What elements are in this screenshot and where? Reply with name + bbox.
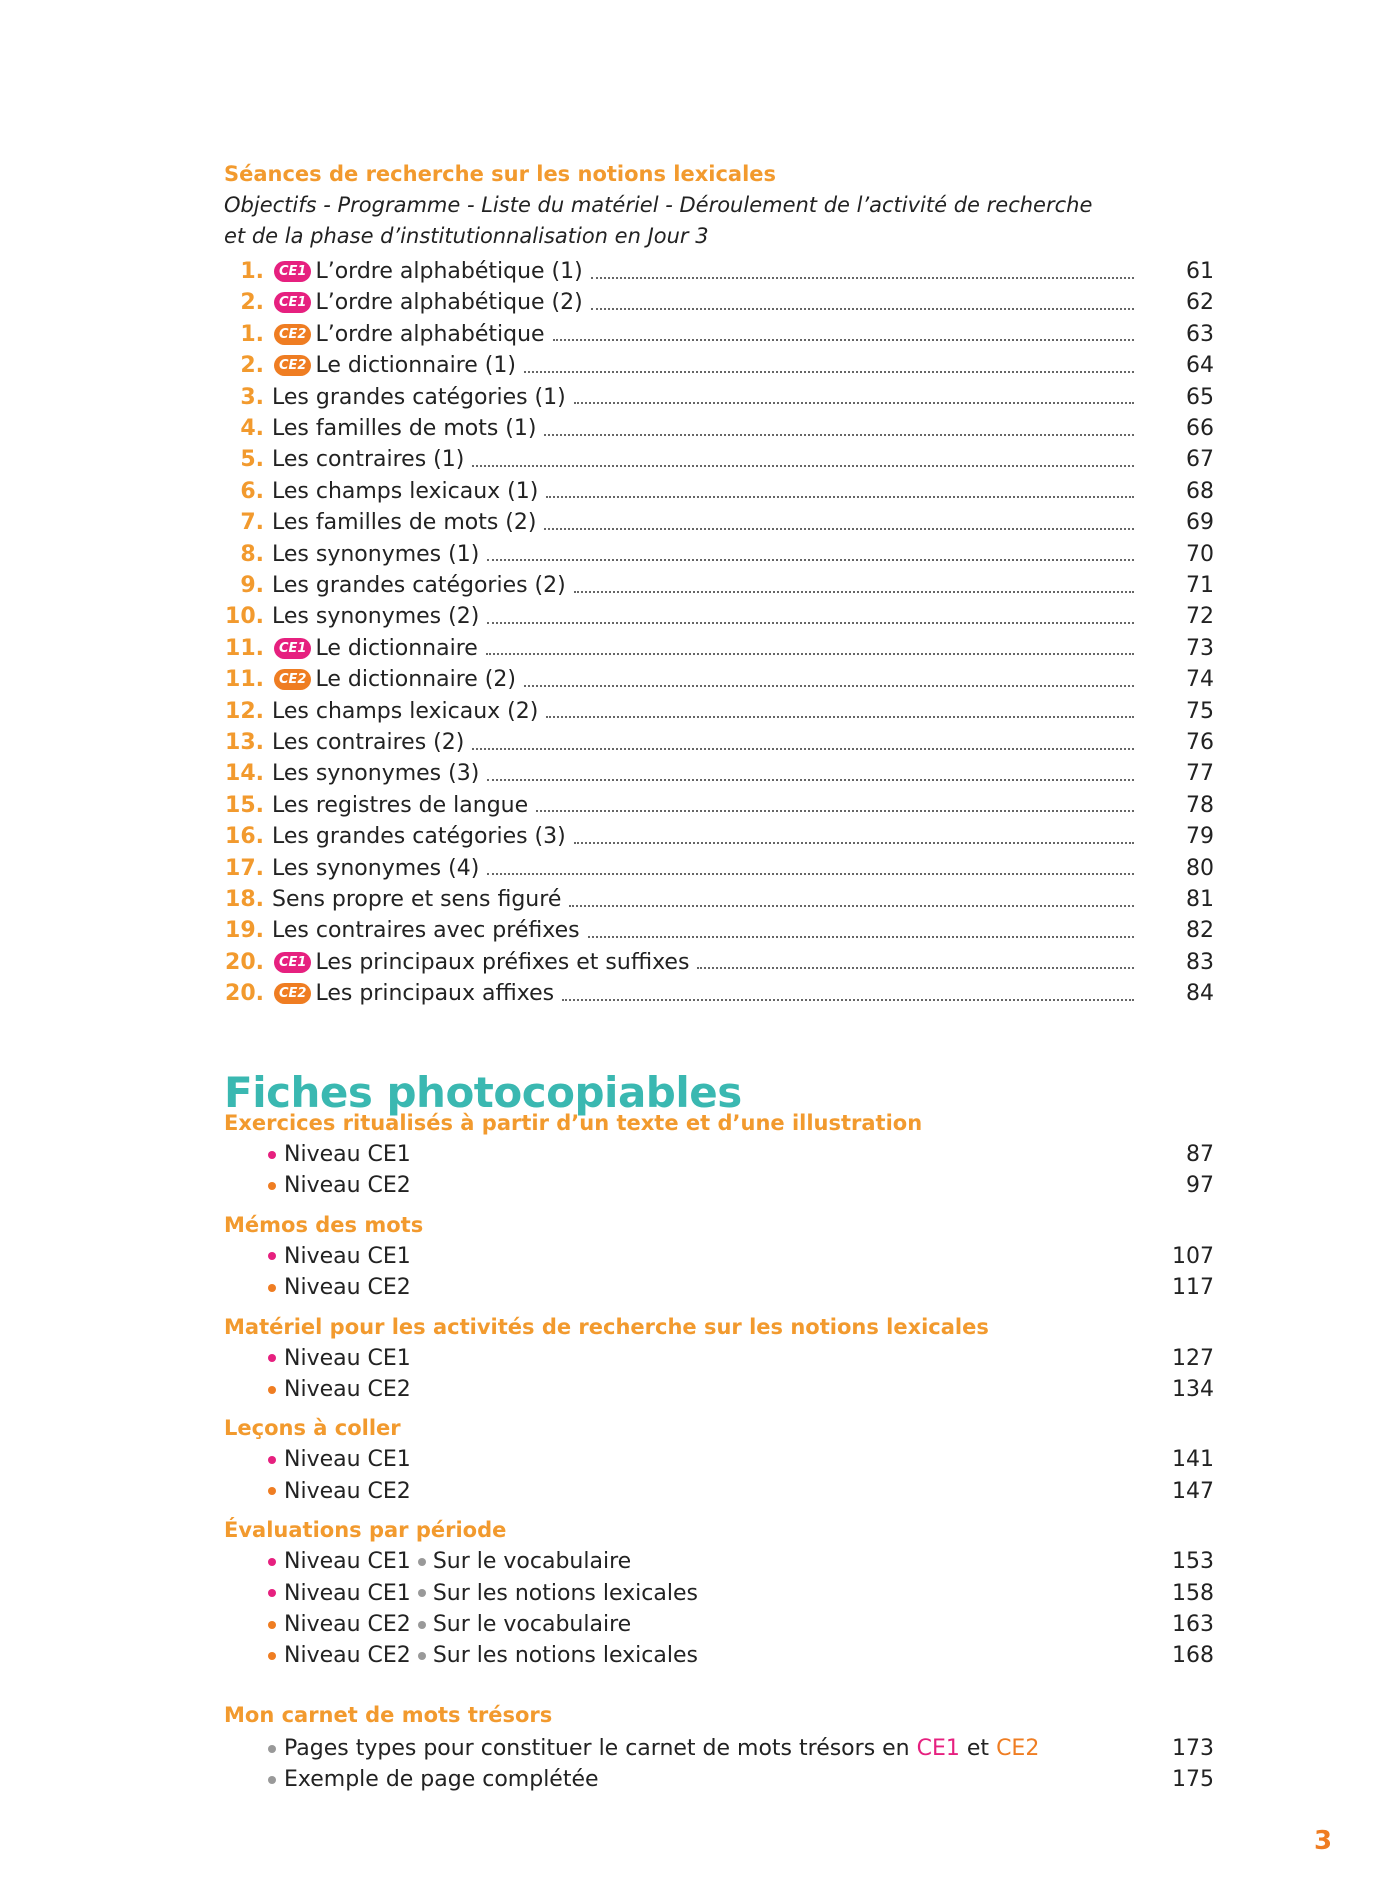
- entry-number: 3.: [240, 384, 264, 410]
- page-number: 78: [1186, 792, 1214, 818]
- page-number: 71: [1186, 573, 1214, 598]
- level-entry: [268, 1444, 1214, 1475]
- page-number: 83: [1186, 949, 1214, 975]
- level-entry: [268, 1139, 1214, 1170]
- page-number: 81: [1186, 887, 1214, 912]
- level-label: Niveau CE1: [284, 1142, 411, 1167]
- dot-leader: [544, 428, 1134, 430]
- separator-dot: [418, 1621, 426, 1629]
- bullet-dot: [268, 1456, 276, 1464]
- bullet-dot: [268, 1558, 276, 1566]
- page-number: 65: [1186, 384, 1214, 410]
- level-label: Niveau CE2: [284, 1478, 411, 1504]
- bullet-dot: [268, 1487, 276, 1495]
- bullet-dot: [268, 1151, 276, 1159]
- entry-title: Les principaux affixes: [315, 981, 555, 1007]
- entry-title: L’ordre alphabétique (1): [315, 259, 583, 284]
- page-number: 68: [1186, 478, 1214, 504]
- toc-entry: [224, 382, 1214, 413]
- page-number: 76: [1186, 730, 1214, 755]
- dot-leader: [697, 961, 1134, 963]
- level-entry: [268, 1476, 1214, 1507]
- page-number: 62: [1186, 290, 1214, 316]
- toc-entry: [224, 758, 1214, 789]
- entry-title: L’ordre alphabétique: [315, 321, 545, 347]
- toc-entry: [224, 884, 1214, 915]
- page-number: 134: [1172, 1377, 1214, 1402]
- page-number: 147: [1172, 1478, 1214, 1504]
- dot-leader: [546, 710, 1134, 712]
- entry-title: Le dictionnaire (2): [315, 667, 516, 693]
- bullet-dot: [268, 1745, 276, 1753]
- page-number: 70: [1186, 541, 1214, 567]
- intro-line-2: et de la phase d’institutionnalisation en Jour 3: [224, 224, 709, 248]
- entry-title: Les synonymes (2): [272, 604, 480, 630]
- bullet-dot: [268, 1776, 276, 1784]
- level-entry: [268, 1343, 1214, 1374]
- entry-number: 1.: [240, 259, 264, 284]
- carnet-heading: Mon carnet de mots trésors: [224, 1703, 553, 1727]
- dot-leader: [472, 459, 1134, 461]
- entry-number: 11.: [225, 635, 264, 661]
- entry-title: Les familles de mots (1): [272, 416, 537, 441]
- group-heading: Évaluations par période: [224, 1518, 507, 1543]
- dot-leader: [591, 302, 1134, 304]
- entry-title: Les champs lexicaux (2): [272, 698, 539, 724]
- level-label: Niveau CE1: [284, 1580, 411, 1606]
- entry-title: Les contraires (1): [272, 447, 465, 473]
- toc-entry: [224, 915, 1214, 946]
- bullet-dot: [268, 1652, 276, 1660]
- entry-title: Le dictionnaire: [315, 635, 478, 661]
- toc-entry: [224, 476, 1214, 507]
- entry-number: 2.: [240, 290, 264, 316]
- toc-entry: [224, 256, 1214, 287]
- page-number: 107: [1172, 1243, 1214, 1269]
- entry-number: 15.: [225, 792, 264, 818]
- entry-number: 2.: [240, 353, 264, 379]
- entry-number: 17.: [225, 855, 264, 881]
- entry-number: 8.: [240, 541, 264, 567]
- entry-title: Le dictionnaire (1): [315, 353, 516, 379]
- dot-leader: [574, 396, 1134, 398]
- dot-leader: [487, 616, 1134, 618]
- page-number: 75: [1186, 698, 1214, 724]
- ce2-badge: CE2: [274, 983, 311, 1004]
- entry-number: 11.: [225, 667, 264, 693]
- dot-leader: [486, 647, 1134, 649]
- dot-leader: [591, 271, 1134, 273]
- entry-title: L’ordre alphabétique (2): [315, 290, 583, 316]
- entry-title: Les grandes catégories (2): [272, 573, 566, 598]
- entry-number: 12.: [225, 698, 264, 724]
- dot-leader: [487, 553, 1134, 555]
- group-heading: Matériel pour les activités de recherche sur les notions lexicales: [224, 1314, 989, 1339]
- toc-entry: [224, 287, 1214, 318]
- page-number: 72: [1186, 604, 1214, 630]
- carnet-item-1-ce1: CE1: [916, 1736, 960, 1761]
- toc-entry: [224, 821, 1214, 852]
- ce1-badge: CE1: [274, 952, 311, 973]
- entry-title: Les registres de langue: [272, 792, 529, 818]
- toc-entry: [224, 413, 1214, 444]
- page-number: 67: [1186, 447, 1214, 473]
- entry-number: 6.: [240, 478, 264, 504]
- page-number: 77: [1186, 761, 1214, 787]
- intro-line-1: Objectifs - Programme - Liste du matériel - Déroulement de l’activité de recherche: [224, 193, 1093, 217]
- page-number: 61: [1186, 259, 1214, 284]
- ce2-badge: CE2: [274, 324, 311, 345]
- ce1-badge: CE1: [274, 638, 311, 659]
- dot-leader: [524, 679, 1134, 681]
- toc-entry: [224, 978, 1214, 1009]
- dot-leader: [574, 585, 1134, 587]
- entry-number: 1.: [240, 321, 264, 347]
- toc-entry: [224, 664, 1214, 695]
- page-number: 66: [1186, 416, 1214, 441]
- bullet-dot: [268, 1354, 276, 1362]
- entry-number: 9.: [240, 573, 264, 598]
- entry-number: 20.: [225, 981, 264, 1007]
- page-number: 163: [1172, 1612, 1214, 1637]
- entry-title: Les champs lexicaux (1): [272, 478, 539, 504]
- dot-leader: [553, 333, 1134, 335]
- toc-entry: [224, 790, 1214, 821]
- bullet-dot: [268, 1589, 276, 1597]
- entry-title: Les synonymes (4): [272, 855, 480, 881]
- separator-dot: [418, 1558, 426, 1566]
- page-number: 117: [1172, 1275, 1214, 1301]
- carnet-item-1-label: Pages types pour constituer le carnet de mots trésors en: [284, 1736, 910, 1761]
- ce1-badge: CE1: [274, 261, 311, 282]
- evaluation-topic: Sur les notions lexicales: [432, 1643, 698, 1669]
- toc-entry: [224, 601, 1214, 632]
- toc-entry: [224, 853, 1214, 884]
- page-number: 141: [1172, 1447, 1214, 1473]
- entry-title: Les familles de mots (2): [272, 510, 537, 536]
- ce2-badge: CE2: [274, 355, 311, 376]
- group-heading: Leçons à coller: [224, 1416, 401, 1441]
- fiches-title: Fiches photocopiables: [224, 1068, 742, 1117]
- level-entry: [268, 1170, 1214, 1201]
- entry-number: 16.: [225, 824, 264, 850]
- dot-leader: [562, 993, 1134, 995]
- level-label: Niveau CE1: [284, 1549, 411, 1575]
- page-number: 64: [1186, 353, 1214, 379]
- page-number: 82: [1186, 918, 1214, 944]
- ce1-badge: CE1: [274, 292, 311, 313]
- toc-entry: [224, 507, 1214, 538]
- bullet-dot: [268, 1621, 276, 1629]
- level-label: Niveau CE1: [284, 1243, 411, 1269]
- level-label: Niveau CE2: [284, 1275, 411, 1301]
- bullet-dot: [268, 1284, 276, 1292]
- entry-number: 7.: [240, 510, 264, 536]
- entry-title: Les synonymes (3): [272, 761, 480, 787]
- page-number: 175: [1172, 1767, 1214, 1792]
- carnet-item-pages-types: [268, 1733, 1214, 1764]
- entry-number: 19.: [225, 918, 264, 944]
- bullet-dot: [268, 1252, 276, 1260]
- level-entry: [268, 1272, 1214, 1303]
- ce2-badge: CE2: [274, 669, 311, 690]
- entry-title: Sens propre et sens figuré: [272, 887, 562, 912]
- entry-number: 5.: [240, 447, 264, 473]
- group-heading: Mémos des mots: [224, 1212, 424, 1237]
- page-number: 173: [1172, 1736, 1214, 1761]
- page-number: 168: [1172, 1643, 1214, 1669]
- dot-leader: [574, 836, 1134, 838]
- separator-dot: [418, 1652, 426, 1660]
- level-entry: [268, 1609, 1214, 1640]
- toc-entry: [224, 350, 1214, 381]
- dot-leader: [472, 742, 1134, 744]
- dot-leader: [546, 490, 1134, 492]
- level-label: Niveau CE2: [284, 1643, 411, 1669]
- toc-entry: [224, 727, 1214, 758]
- page-number: 158: [1172, 1580, 1214, 1606]
- entry-number: 10.: [225, 604, 264, 630]
- entry-title: Les synonymes (1): [272, 541, 480, 567]
- toc-entry: [224, 539, 1214, 570]
- dot-leader: [524, 365, 1134, 367]
- carnet-item-1-and: et: [966, 1736, 990, 1761]
- dot-leader: [588, 930, 1134, 932]
- entry-number: 4.: [240, 416, 264, 441]
- page-number: 79: [1186, 824, 1214, 850]
- entry-title: Les contraires (2): [272, 730, 465, 755]
- toc-entry: [224, 696, 1214, 727]
- toc-entry: [224, 319, 1214, 350]
- toc-entry: [224, 570, 1214, 601]
- page-number: 63: [1186, 321, 1214, 347]
- page-number: 97: [1186, 1173, 1214, 1199]
- level-entry: [268, 1640, 1214, 1671]
- evaluation-topic: Sur le vocabulaire: [432, 1612, 632, 1637]
- page-number: 74: [1186, 667, 1214, 693]
- page-number: 153: [1172, 1549, 1214, 1575]
- folio-page-number: 3: [1314, 1826, 1333, 1856]
- dot-leader: [487, 867, 1134, 869]
- separator-dot: [418, 1589, 426, 1597]
- evaluation-topic: Sur les notions lexicales: [432, 1580, 698, 1606]
- toc-entry: [224, 947, 1214, 978]
- entry-number: 13.: [225, 730, 264, 755]
- level-entry: [268, 1546, 1214, 1577]
- level-label: Niveau CE2: [284, 1173, 411, 1199]
- level-entry: [268, 1241, 1214, 1272]
- group-heading: Exercices ritualisés à partir d’un texte et d’une illustration: [224, 1111, 923, 1135]
- toc-entry: [224, 444, 1214, 475]
- page-number: 80: [1186, 855, 1214, 881]
- section-heading-seances: Séances de recherche sur les notions lexicales: [224, 162, 777, 186]
- level-label: Niveau CE1: [284, 1447, 411, 1473]
- level-label: Niveau CE1: [284, 1345, 411, 1371]
- dot-leader: [544, 522, 1134, 524]
- toc-entry: [224, 633, 1214, 664]
- carnet-item-2-label: Exemple de page complétée: [284, 1767, 599, 1792]
- page-number: 127: [1172, 1345, 1214, 1371]
- dot-leader: [569, 899, 1134, 901]
- entry-number: 20.: [225, 949, 264, 975]
- page-number: 69: [1186, 510, 1214, 536]
- page-number: 84: [1186, 981, 1214, 1007]
- bullet-dot: [268, 1386, 276, 1394]
- entry-title: Les principaux préfixes et suffixes: [315, 949, 690, 975]
- evaluation-topic: Sur le vocabulaire: [432, 1549, 632, 1575]
- level-entry: [268, 1578, 1214, 1609]
- bullet-dot: [268, 1182, 276, 1190]
- level-entry: [268, 1374, 1214, 1405]
- carnet-item-1-ce2: CE2: [996, 1736, 1040, 1761]
- carnet-item-exemple: [268, 1764, 1214, 1795]
- dot-leader: [536, 804, 1134, 806]
- entry-title: Les grandes catégories (3): [272, 824, 566, 850]
- level-label: Niveau CE2: [284, 1377, 411, 1402]
- dot-leader: [487, 773, 1134, 775]
- page-number: 73: [1186, 635, 1214, 661]
- entry-number: 18.: [225, 887, 264, 912]
- entry-number: 14.: [225, 761, 264, 787]
- entry-title: Les contraires avec préfixes: [272, 918, 580, 944]
- level-label: Niveau CE2: [284, 1612, 411, 1637]
- entry-title: Les grandes catégories (1): [272, 384, 566, 410]
- page-number: 87: [1186, 1142, 1214, 1167]
